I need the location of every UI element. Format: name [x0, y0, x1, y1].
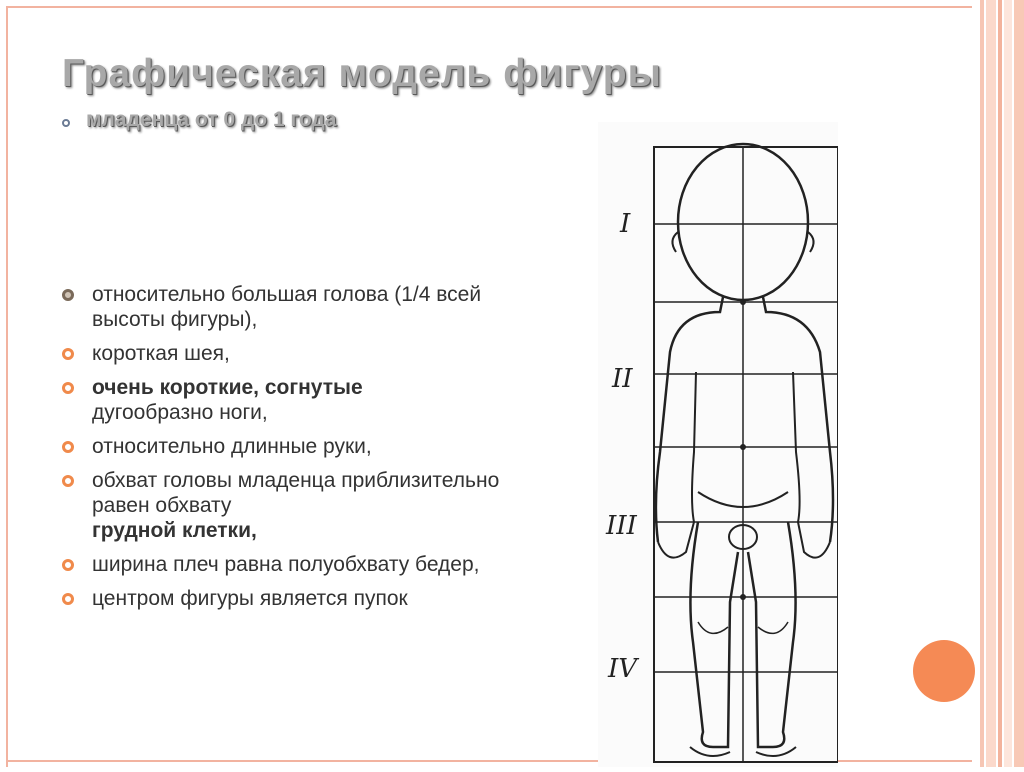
- bullet-icon: [62, 441, 74, 453]
- section-label: IV: [608, 654, 638, 684]
- bullet-icon: [62, 289, 74, 301]
- list-item-text: ширина плеч равна полуобхвату бедер,: [92, 553, 480, 576]
- list-item: [62, 375, 532, 425]
- list-item-bold-text: очень короткие, согнутые: [92, 376, 363, 399]
- subtitle-row: [62, 108, 336, 132]
- slide-subtitle: младенца от 0 до 1 года: [86, 108, 337, 131]
- list-item: [62, 586, 532, 611]
- list-item-text: относительно длинные руки,: [92, 435, 372, 458]
- list-item: [62, 282, 532, 332]
- right-decorative-stripes: [980, 0, 1024, 767]
- bullet-icon: [62, 382, 74, 394]
- decorative-orange-circle: [913, 640, 975, 702]
- bullet-icon: [62, 593, 74, 605]
- section-label: I: [620, 209, 631, 239]
- list-item-text: короткая шея,: [92, 342, 230, 365]
- infant-figure-svg: [598, 122, 838, 767]
- list-item: [62, 434, 532, 459]
- feature-list: [62, 282, 532, 620]
- list-item-text: центром фигуры является пупок: [92, 587, 408, 610]
- list-item-text: обхват головы младенца приблизительно равен обхвату: [92, 469, 500, 517]
- section-label: III: [606, 511, 637, 541]
- infant-figure-diagram: [598, 122, 838, 767]
- bullet-icon: [62, 559, 74, 571]
- list-item-bold-text: грудной клетки,: [92, 519, 257, 542]
- bullet-icon: [62, 475, 74, 487]
- bullet-icon: [62, 348, 74, 360]
- list-item: [62, 341, 532, 366]
- list-item: [62, 552, 532, 577]
- list-item-text: дугообразно ноги,: [92, 401, 268, 424]
- list-item-text: относительно большая голова (1/4 всей высоты фигуры),: [92, 283, 482, 331]
- subtitle-bullet-icon: [62, 119, 70, 127]
- section-label: II: [612, 364, 633, 394]
- frame-left-line: [6, 6, 8, 767]
- frame-top-line: [6, 6, 972, 8]
- list-item: [62, 468, 532, 543]
- slide-title: Графическая модель фигуры: [62, 52, 662, 95]
